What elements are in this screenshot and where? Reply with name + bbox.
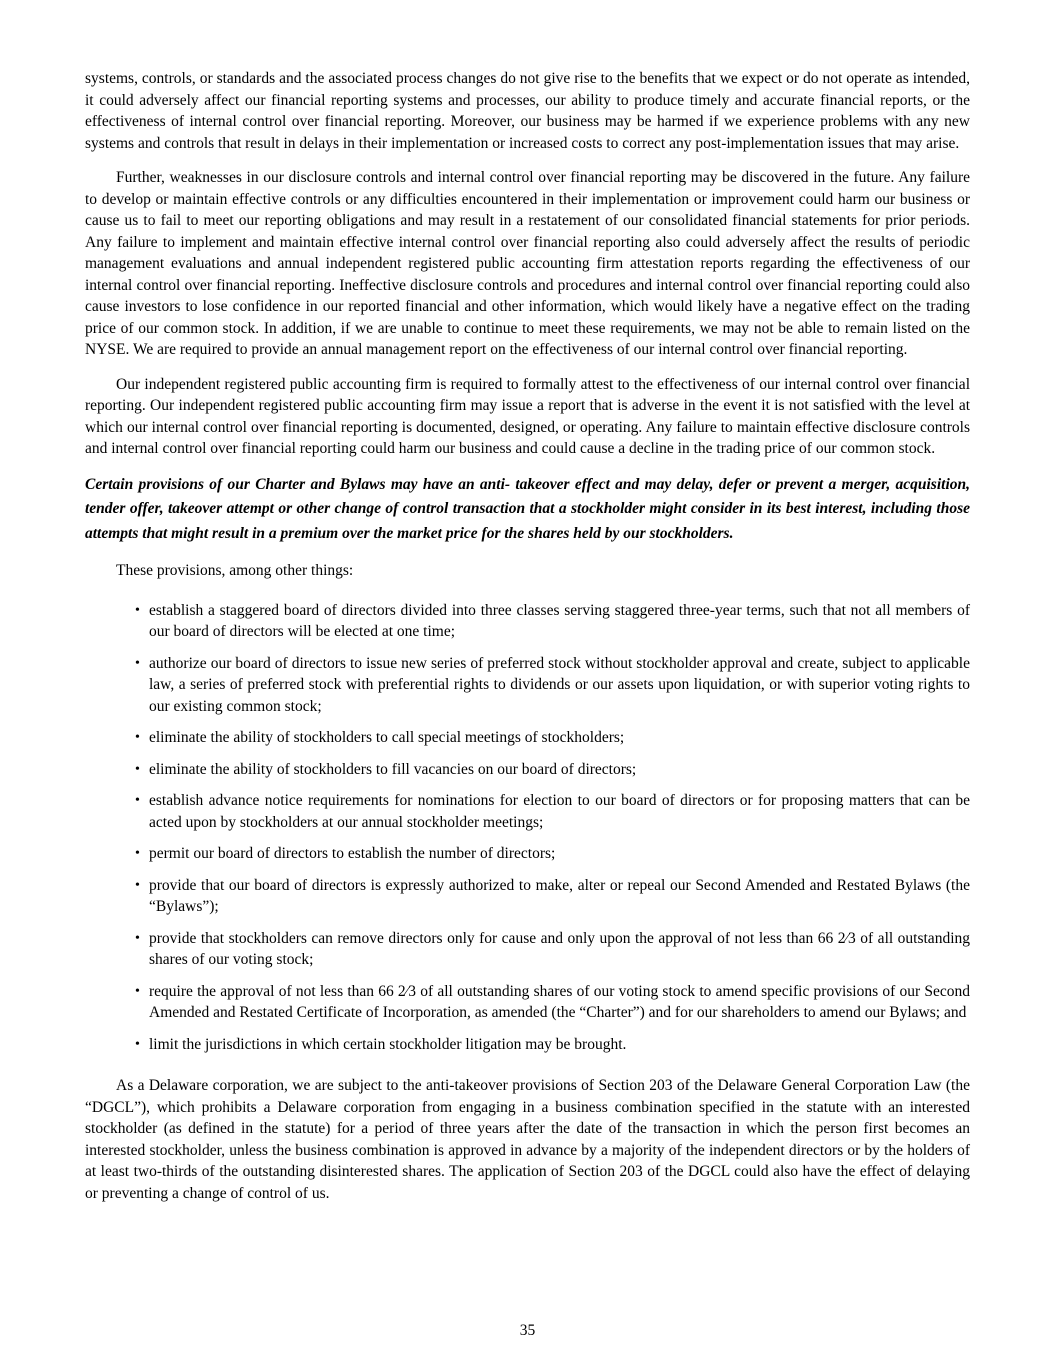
bullet-icon: •	[135, 1036, 140, 1052]
paragraph-continuation: systems, controls, or standards and the associated process changes do not give rise to the benefits that we expect or do not operate as intended, it could adversely affect our financial reporting systems and processes, our ability to produce timely and accurate financial reports, or the effectiveness of internal control over financial reporting. Moreover, our business may be harmed if we experience problems with any new systems and controls that result in delays in their implementation or increased costs to correct any post-implementation issues that may arise.	[85, 70, 970, 152]
bullet-text: require the approval of not less than 66 2⁄3 of all outstanding shares of our voting stock to amend specific provisions of our Second Amended and Restated Certificate of Incorporation, as amended (the “Charter”) and for our shareholders to amend our Bylaws; and	[149, 982, 970, 1021]
list-item	[135, 727, 970, 749]
paragraph: Our independent registered public accounting firm is required to formally attest to the effectiveness of our internal control over financial reporting. Our independent registered public accounting firm may issue a report that is adverse in the event it is not satisfied with the level at which our internal control over financial reporting is documented, designed, or operating. Any failure to maintain effective disclosure controls and internal control over financial reporting could harm our business and could cause a decline in the trading price of our common stock.	[85, 375, 970, 457]
bullet-icon: •	[135, 846, 140, 861]
list-intro: These provisions, among other things:	[116, 562, 354, 579]
bullet-icon: •	[135, 983, 140, 999]
paragraph: Further, weaknesses in our disclosure controls and internal control over financial reporting may be discovered in the future. Any failure to develop or maintain effective controls or any difficulties encountered in their implementation or improvement could harm our business or cause us to fail to meet our reporting obligations and may result in a restatement of our consolidated financial statements for prior periods. Any failure to implement and maintain effective internal control over financial reporting also could adversely affect the results of periodic management evaluations and annual independent registered public accounting firm attestation reports regarding the effectiveness of our internal control over financial reporting. Ineffective disclosure controls and procedures and internal control over financial reporting could also cause investors to lose confidence in our reported financial and other information, which would likely have a negative effect on the trading price of our common stock. In addition, if we are unable to continue to meet these requirements, we may not be able to remain listed on the NYSE. We are required to provide an annual management report on the effectiveness of our internal control over financial reporting.	[85, 169, 970, 358]
list-item	[135, 790, 970, 833]
bullet-text: establish a staggered board of directors divided into three classes serving staggered three-year terms, such that not all members of our board of directors will be elected at one time;	[149, 601, 970, 640]
risk-factor-heading: Certain provisions of our Charter and Bylaws may have an anti- takeover effect and may delay, defer or prevent a merger, acquisition, tender offer, takeover attempt or other change of control transaction that a stockholder might consider in its best interest, including those attempts that might result in a premium over the market price for the shares held by our stockholders.	[85, 475, 970, 542]
list-item	[135, 653, 970, 718]
list-item	[135, 600, 970, 643]
bullet-text: limit the jurisdictions in which certain stockholder litigation may be brought.	[149, 1035, 627, 1053]
list-item	[135, 928, 970, 971]
list-item	[135, 843, 970, 865]
list-item	[135, 1034, 970, 1056]
bullet-icon: •	[135, 793, 140, 808]
bullet-text: eliminate the ability of stockholders to call special meetings of stockholders;	[149, 729, 625, 746]
bullet-list	[85, 600, 970, 1056]
bullet-icon: •	[135, 730, 140, 745]
page-number: 35	[519, 1321, 536, 1339]
bullet-icon: •	[135, 655, 140, 671]
bullet-text: provide that our board of directors is expressly authorized to make, alter or repeal our Second Amended and Restated Bylaws (the “Bylaws”);	[149, 876, 970, 915]
list-item	[135, 981, 970, 1024]
bullet-icon: •	[135, 877, 140, 893]
closing-paragraph: As a Delaware corporation, we are subject to the anti-takeover provisions of Section 203 of the Delaware General Corporation Law (the “DGCL”), which prohibits a Delaware corporation from engaging in a business combination specified in the statute with an interested stockholder (as defined in the statute) for a period of three years after the date of the transaction in which the person first becomes an interested stockholder, unless the business combination is approved in advance by a majority of the independent directors or by the holders of at least two-thirds of the outstanding disinterested shares. The application of Section 203 of the DGCL could also have the effect of delaying or preventing a change of control of us.	[85, 1077, 970, 1202]
list-item	[135, 875, 970, 918]
bullet-text: authorize our board of directors to issue new series of preferred stock without stockholder approval and create, subject to applicable law, a series of preferred stock with preferential rights to dividends or our assets upon liquidation, or with superior voting rights to our existing common stock;	[149, 654, 970, 715]
bullet-text: permit our board of directors to establish the number of directors;	[149, 845, 556, 862]
bullet-icon: •	[135, 930, 140, 946]
bullet-text: provide that stockholders can remove directors only for cause and only upon the approval of not less than 66 2⁄3 of all outstanding shares of our voting stock;	[149, 929, 970, 968]
bullet-icon: •	[135, 602, 140, 618]
bullet-icon: •	[135, 761, 140, 777]
bullet-text: establish advance notice requirements for nominations for election to our board of directors or for proposing matters that can be acted upon by stockholders at our annual stockholder meetings;	[149, 792, 970, 831]
list-item	[135, 759, 970, 781]
bullet-text: eliminate the ability of stockholders to fill vacancies on our board of directors;	[149, 760, 637, 778]
